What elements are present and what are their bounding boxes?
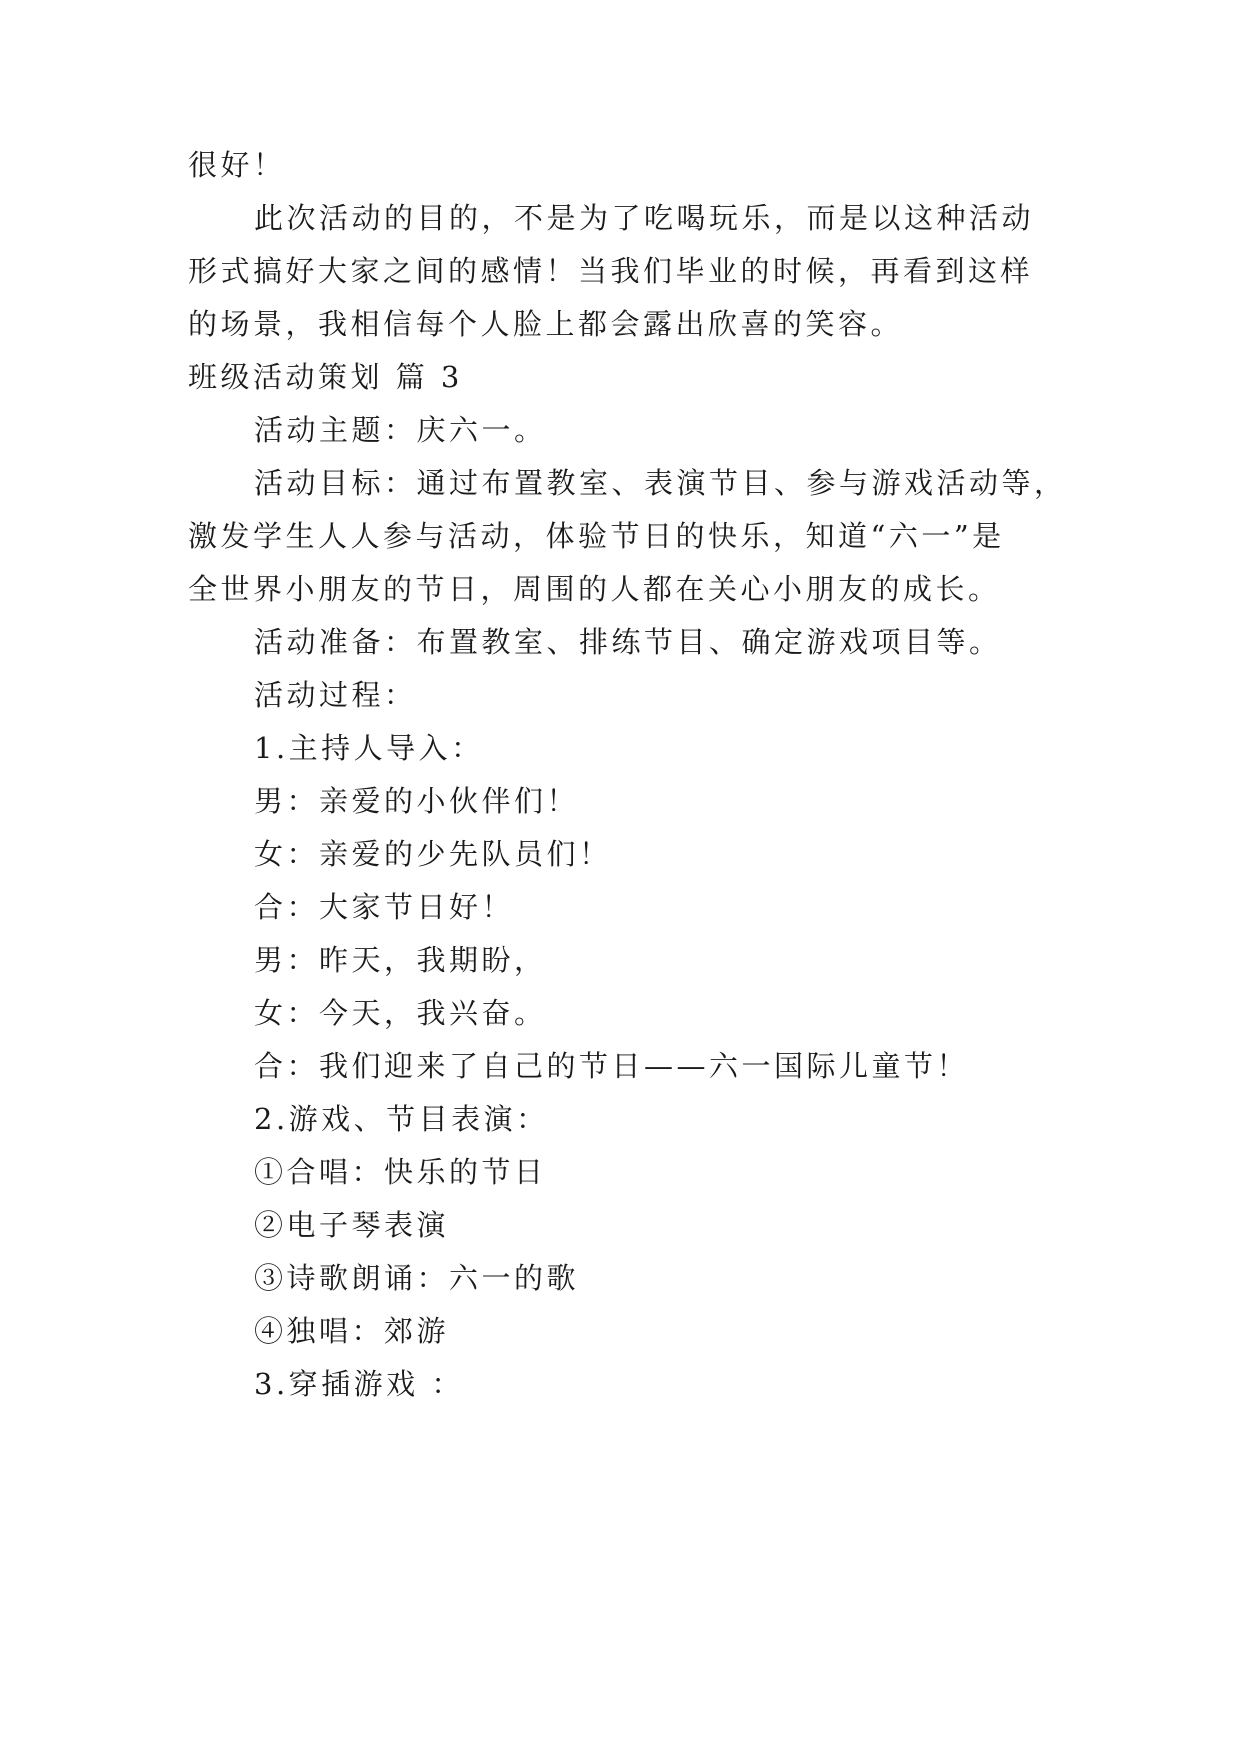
activity-preparation: 活动准备：布置教室、排练节目、确定游戏项目等。 bbox=[254, 625, 1002, 659]
step-3-heading: 3.穿插游戏 ： bbox=[254, 1367, 464, 1401]
process-heading: 活动过程： bbox=[254, 678, 417, 712]
section-heading: 班级活动策划 篇 3 bbox=[188, 360, 463, 394]
goal-line-3: 全世界小朋友的节日，周围的人都在关心小朋友的成长。 bbox=[188, 572, 1001, 606]
step-1-heading: 1.主持人导入： bbox=[254, 731, 484, 765]
program-item: ②电子琴表演 bbox=[254, 1208, 450, 1242]
program-item: ④独唱：郊游 bbox=[254, 1314, 450, 1348]
dialogue-line: 合：我们迎来了自己的节日——六一国际儿童节！ bbox=[254, 1049, 970, 1083]
activity-theme: 活动主题：庆六一。 bbox=[254, 413, 547, 447]
purpose-line-3: 的场景，我相信每个人脸上都会露出欣喜的笑容。 bbox=[188, 307, 904, 341]
paragraph-ending: 很好！ bbox=[188, 148, 286, 182]
purpose-line-1: 此次活动的目的，不是为了吃喝玩乐，而是以这种活动 bbox=[254, 201, 1035, 235]
dialogue-line: 男：昨天，我期盼， bbox=[254, 943, 547, 977]
program-item: ③诗歌朗诵：六一的歌 bbox=[254, 1261, 580, 1295]
goal-line-2: 激发学生人人参与活动，体验节日的快乐，知道“六一”是 bbox=[188, 519, 1005, 553]
step-2-heading: 2.游戏、节目表演： bbox=[254, 1102, 549, 1136]
purpose-line-2: 形式搞好大家之间的感情！当我们毕业的时候，再看到这样 bbox=[188, 254, 1034, 288]
dialogue-line: 男：亲爱的小伙伴们！ bbox=[254, 784, 580, 818]
program-item: ①合唱：快乐的节日 bbox=[254, 1155, 547, 1189]
goal-line-1: 活动目标：通过布置教室、表演节目、参与游戏活动等， bbox=[254, 466, 1067, 500]
dialogue-line: 女：今天，我兴奋。 bbox=[254, 996, 547, 1030]
dialogue-line: 合：大家节日好！ bbox=[254, 890, 515, 924]
dialogue-line: 女：亲爱的少先队员们！ bbox=[254, 837, 612, 871]
